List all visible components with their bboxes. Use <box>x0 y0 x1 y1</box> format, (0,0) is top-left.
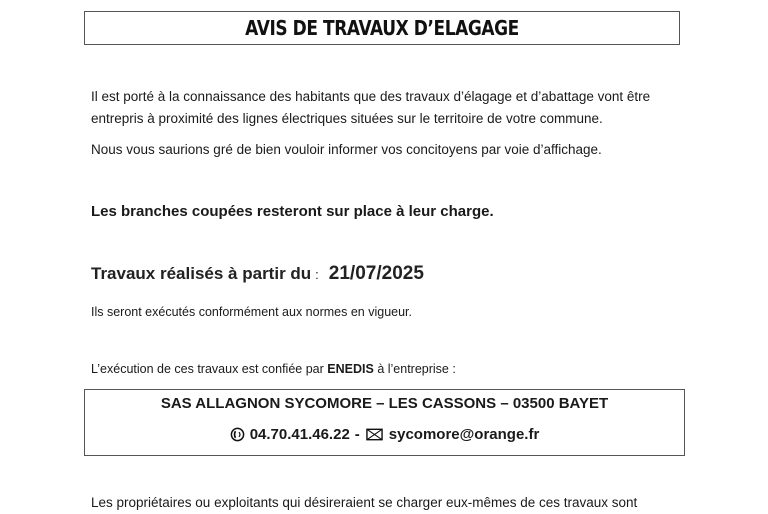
mail-icon <box>366 428 383 441</box>
execution-suffix: à l’entreprise : <box>377 362 456 376</box>
information-paragraph: Nous vous saurions gré de bien vouloir informer vos concitoyens par voie d’affichage. <box>91 142 602 157</box>
page-title: AVIS DE TRAVAUX D’ELAGAGE <box>245 16 519 40</box>
company-name: SAS ALLAGNON SYCOMORE – LES CASSONS – 03500 BAYET <box>160 395 609 412</box>
email-address: sycomore@orange.fr <box>388 426 540 443</box>
phone-icon <box>230 427 245 442</box>
branches-notice: Les branches coupées resteront sur place à leur charge. <box>91 203 494 220</box>
intro-line-1: Il est porté à la connaissance des habitants que des travaux d’élagage et d’abattage vont être <box>91 89 651 104</box>
start-date-label: Travaux réalisés à partir du <box>91 264 312 283</box>
standards-notice: Ils seront exécutés conformément aux normes en vigueur. <box>91 305 412 319</box>
execution-company: ENEDIS <box>327 362 374 376</box>
intro-line-2: entrepris à proximité des lignes électriques situées sur le territoire de votre commune. <box>91 111 603 126</box>
intro-paragraph <box>91 86 650 130</box>
contact-line <box>85 426 684 443</box>
contact-separator: - <box>354 426 360 443</box>
owners-paragraph: Les propriétaires ou exploitants qui désireraient se charger eux-mêmes de ces travaux sont <box>91 495 638 510</box>
execution-line <box>91 358 456 380</box>
execution-prefix: L’exécution de ces travaux est confiée par <box>91 362 324 376</box>
start-date-value: 21/07/2025 <box>328 263 424 284</box>
title-box <box>84 11 680 45</box>
company-box <box>84 389 685 456</box>
start-date-colon: : <box>315 267 319 282</box>
phone-number: 04.70.41.46.22 <box>249 426 350 443</box>
start-date-line <box>91 263 424 286</box>
